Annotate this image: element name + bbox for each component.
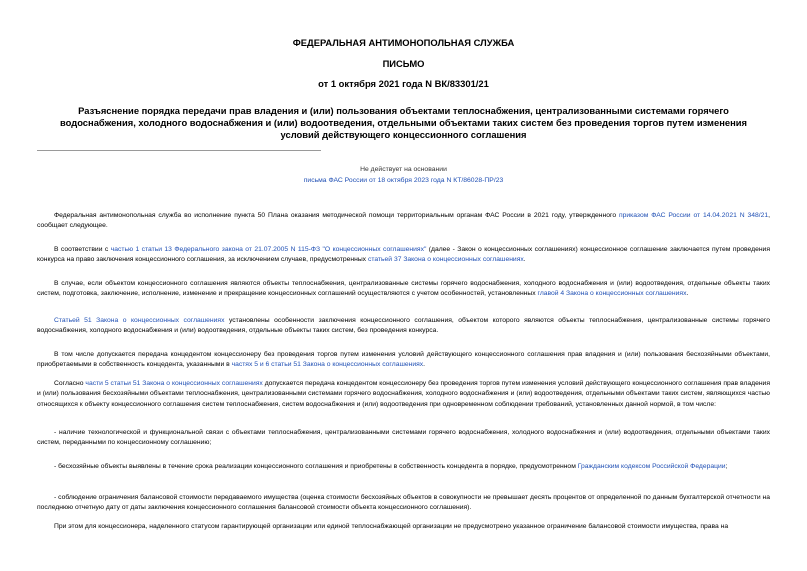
- paragraph-2: [37, 245, 770, 266]
- document-subject: Разъяснение порядка передачи прав владения и (или) пользования объектами теплоснабжения, централизованными системами горячего водоснабжения, холодного водоснабжения и (или) водоотведения, отдельными объектами таких систем без проведения торгов путем изменения условий действующего концессионного соглашения: [60, 105, 747, 140]
- document-type: ПИСЬМО: [382, 58, 425, 69]
- paragraph-text: Федеральная антимонопольная служба во исполнение пункта 50 Плана оказания методической помощи территориальным органам ФАС России в 2021 году, утвержденного: [54, 212, 619, 219]
- paragraph-text: При этом для концессионера, наделенного статусом гарантирующей организации или единой теплоснабжающей организации не предусмотрено указанное ограничение балансовой стоимости имущества, права на: [54, 523, 729, 530]
- paragraph-text: .: [686, 290, 689, 298]
- paragraph-text: .: [423, 361, 426, 369]
- agency-title: ФЕДЕРАЛЬНАЯ АНТИМОНОПОЛЬНАЯ СЛУЖБА: [292, 37, 515, 48]
- list-item-3: [37, 493, 770, 514]
- part-5-article-51-link[interactable]: части 5 статьи 51 Закона о концессионных соглашениях: [85, 380, 263, 387]
- civil-code-link[interactable]: Гражданским кодексом Российской Федерации: [577, 463, 726, 470]
- paragraph-text: , сообщает следующее.: [37, 212, 771, 230]
- separator-line: [37, 150, 321, 151]
- paragraph-10: [37, 522, 770, 532]
- paragraph-text: - наличие технологической и функциональной связи с объектами теплоснабжения, централизованными системами горячего водоснабжения, холодного водоснабжения и (или) водоотведения, отдельными объектами таких систем, переданными по концессионному соглашению;: [37, 429, 770, 447]
- paragraph-1: [37, 211, 770, 232]
- law-115-link[interactable]: частью 1 статьи 13 Федерального закона от 21.07.2005 N 115-ФЗ "О концессионных соглашениях": [110, 246, 427, 253]
- paragraph-text: В соответствии с: [54, 246, 111, 253]
- order-fas-link[interactable]: приказом ФАС России от 14.04.2021 N 348/21: [618, 212, 769, 219]
- paragraph-text: В том числе допускается передача концедентом концессионеру без проведения торгов путем изменения условий действующего концессионного соглашения прав владения и (или) пользования бесхозяйными объектами, приобретаемыми в собственность концедента, указанными в: [37, 351, 770, 369]
- article-37-link[interactable]: статьей 37 Закона о концессионных соглашениях: [367, 256, 524, 264]
- paragraph-text: - соблюдение ограничения балансовой стоимости передаваемого имущества (оценка стоимости бесхозяйных объектов в совокупности не превышает десять процентов от определенной по данным бухгалтерской отчетности на последнюю отчетную дату от даты заключения концессионного соглашения балансовой стоимости объекта концессионного соглашения).: [37, 494, 770, 512]
- parts-5-6-link[interactable]: частях 5 и 6 статьи 51 Закона о концессионных соглашениях: [231, 361, 424, 369]
- paragraph-text: установлены особенности заключения концессионного соглашения, объектом которого являются объекты теплоснабжения, централизованные системы горячего водоснабжения, холодного водоснабжения и (или) водоотведения, отдельные объекты таких систем, без проведения конкурса.: [37, 317, 770, 335]
- status-note-link-line: [0, 176, 807, 186]
- document-date-number: от 1 октября 2021 года N ВК/83301/21: [318, 78, 489, 89]
- paragraph-text: ;: [725, 463, 728, 470]
- paragraph-3: [37, 279, 770, 300]
- paragraph-text: .: [523, 256, 526, 264]
- paragraph-4: [37, 316, 770, 337]
- paragraph-text: (далее - Закон о концессионных соглашениях) концессионное соглашение заключается путем проведения конкурса на право заключения концессионного соглашения, за исключением случаев, предусмотренных: [37, 246, 770, 264]
- list-item-1: [37, 428, 770, 449]
- status-note-link[interactable]: письма ФАС России от 18 октября 2023 года N КТ/86028-ПР/23: [303, 177, 504, 184]
- paragraph-text: Согласно: [54, 380, 86, 387]
- chapter-4-link[interactable]: главой 4 Закона о концессионных соглашениях: [537, 290, 687, 298]
- paragraph-text: - бесхозяйные объекты выявлены в течение срока реализации концессионного соглашения и приобретены в собственность концедента в порядке, предусмотренном: [54, 463, 578, 470]
- paragraph-6: [37, 379, 770, 410]
- paragraph-text: В случае, если объектом концессионного соглашения являются объекты теплоснабжения, централизованные системы горячего водоснабжения, холодного водоснабжения и (или) водоотведения, отдельные объекты таких систем, подготовка, заключение, исполнение, изменение и прекращение концессионных соглашений осуществляются с учетом особенностей, установленных: [37, 280, 770, 298]
- article-51-link[interactable]: Статьей 51 Закона о концессионных соглашениях: [54, 317, 225, 324]
- list-item-2: [37, 462, 770, 472]
- status-note: Не действует на основании: [360, 166, 447, 173]
- paragraph-5: [37, 350, 770, 371]
- paragraph-text: допускается передача концедентом концессионеру без проведения торгов путем изменения условий действующего концессионного соглашения прав владения и (или) пользования бесхозяйными объектами теплоснабжения, централизованными системами горячего водоснабжения, холодного водоснабжения и (или) водоотведения, отдельными объектами таких систем, являющихся частью относящихся к объекту концессионного соглашения систем теплоснабжения, систем водоснабжения и (или) водоотведения при одновременном соблюдении требований, установленных данной нормой, в том числе:: [37, 380, 770, 408]
